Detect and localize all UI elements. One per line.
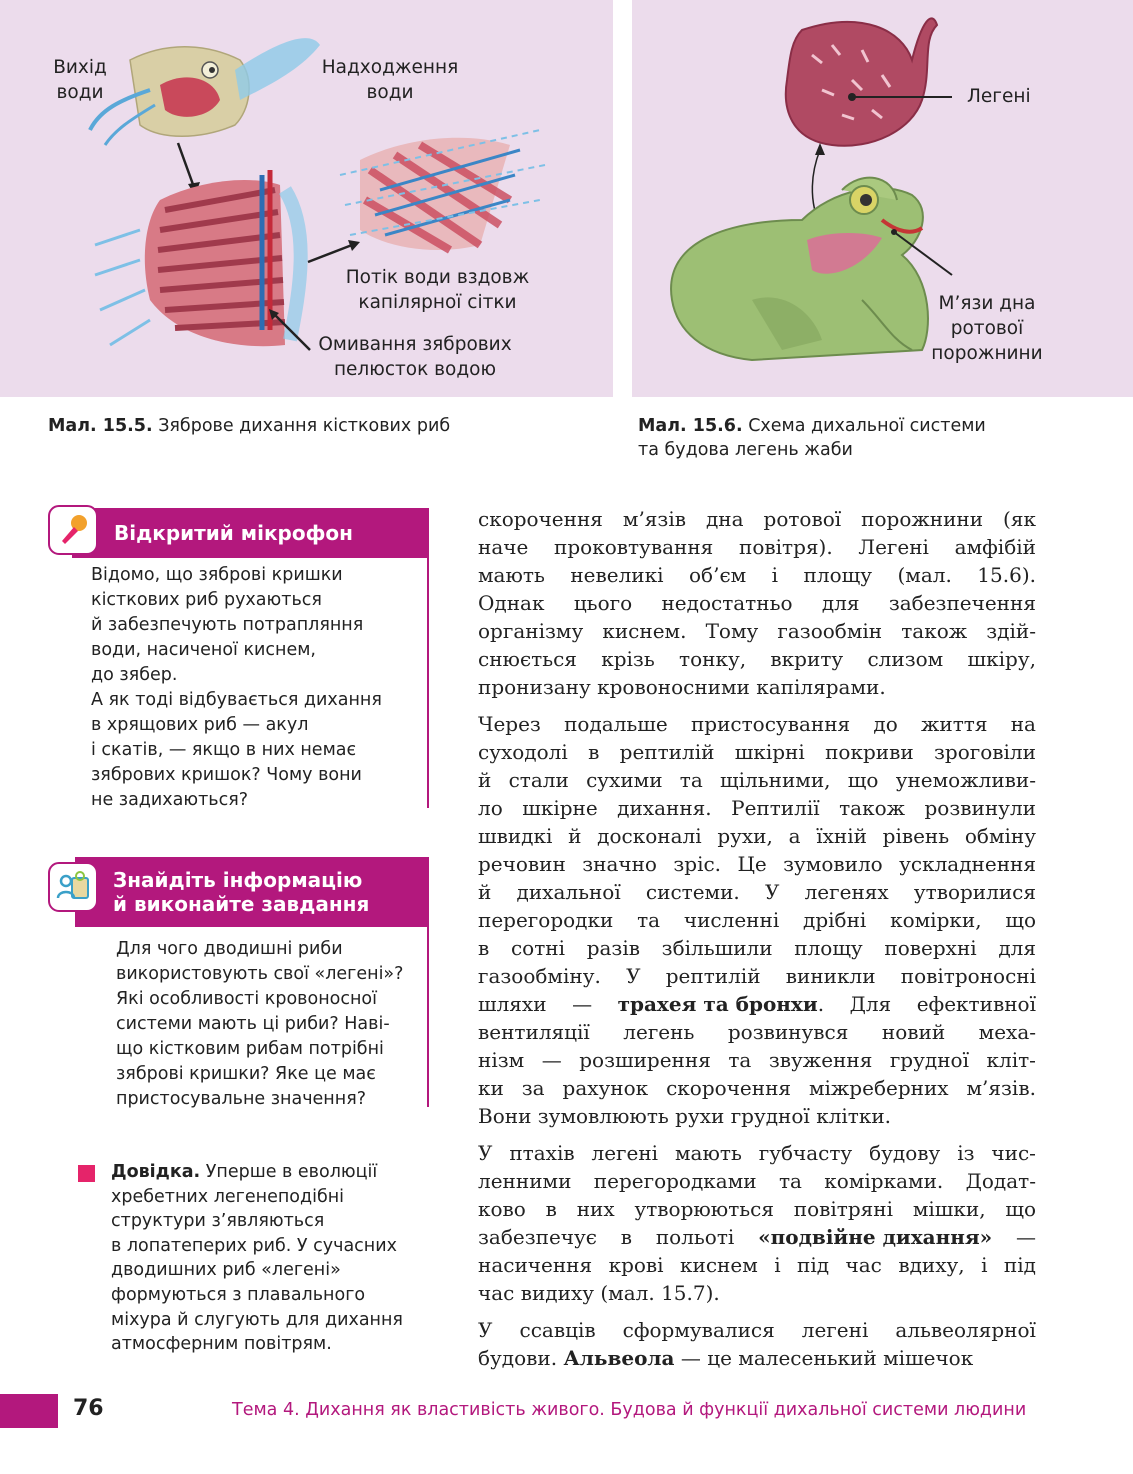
text-line: ленними перегородками та комірками. Додат- <box>478 1169 1036 1193</box>
text-line: не задихаються? <box>91 790 249 810</box>
paragraph <box>478 1139 1036 1307</box>
text-line: Через подальше пристосування до життя на <box>478 712 1036 736</box>
text-line: час видиху (мал. 15.7). <box>478 1281 720 1305</box>
text-line: нізм — розширення та звуження грудної кліт- <box>478 1048 1036 1072</box>
open-mic-text <box>91 563 382 813</box>
reference-marker <box>78 1165 95 1182</box>
text-line: суходолі в рептилій шкірні покриви зроговіли <box>478 740 1036 764</box>
caption-number: Мал. 15.5. <box>48 416 153 436</box>
text-line: структури з’являються <box>111 1211 325 1232</box>
text-line: й стали сухими та щільними, що унеможливи- <box>478 768 1036 792</box>
fish-head-icon <box>90 38 320 145</box>
text-line: забезпечує в польоті «подвійне дихання» — <box>478 1225 1036 1249</box>
text-line: ки за рахунок скорочення міжреберних м’язів. <box>478 1076 1036 1100</box>
text-line: дводишних риб «легені» <box>111 1260 341 1281</box>
text-line: Відомо, що зяброві кришки <box>91 565 343 585</box>
text-line: і скатів, — якщо в них немає <box>91 740 357 760</box>
find-info-title-line1: Знайдіть інформацію <box>113 868 363 892</box>
page-number: 76 <box>73 1396 104 1421</box>
paragraph <box>478 505 1036 701</box>
text-line: атмосферним повітрям. <box>111 1334 332 1355</box>
text-line: ково в них утворюються повітряні мішки, що <box>478 1197 1036 1221</box>
capillary-mesh-icon <box>340 130 545 250</box>
text-line: будови. Альвеола — це малесенький мішечок <box>478 1346 974 1370</box>
text-line: формуються з плавального <box>111 1284 366 1305</box>
frog-icon <box>671 178 928 360</box>
text-line: зябрових кришок? Чому вони <box>91 765 362 785</box>
text-line: мають невеликі об’єм і площу (мал. 15.6). <box>478 563 1036 587</box>
paragraph <box>478 710 1036 1130</box>
find-info-text <box>116 937 403 1112</box>
caption-text: Схема дихальної системи <box>748 416 986 436</box>
text-line: використовують свої «легені»? <box>116 964 404 984</box>
text-line: в лопатеперих риб. У сучасних <box>111 1235 397 1256</box>
gill-filaments-icon <box>95 170 301 346</box>
text-line: до зябер. <box>91 665 178 685</box>
caption-number: Мал. 15.6. <box>638 416 743 436</box>
reference-label: Довідка. <box>111 1162 201 1182</box>
find-info-title-line2: й виконайте завдання <box>113 892 370 916</box>
frog-respiratory-illustration <box>632 0 1133 397</box>
text-line: й дихальної системи. У легенях утворилися <box>478 880 1036 904</box>
microphone-icon <box>48 505 98 555</box>
text-line: наче проковтування повітря). Легені амфібій <box>478 535 1036 559</box>
label-water-in: Надходження води <box>321 57 459 103</box>
text-line: речовин значно зріс. Це зумовило ускладнення <box>478 852 1036 876</box>
caption-figure-15-5 <box>48 414 450 438</box>
text-line: в хрящових риб — акул <box>91 715 309 735</box>
text-line: У ссавців сформувалися легені альвеолярної <box>478 1318 1036 1342</box>
text-line: організму киснем. Тому газообмін також здій- <box>478 619 1036 643</box>
text-line: насичення крові киснем і під час вдиху, і під <box>478 1253 1036 1277</box>
lung-icon <box>786 18 952 145</box>
find-info-header <box>75 857 429 927</box>
main-text-column <box>478 505 1036 1381</box>
reference-text <box>111 1160 403 1357</box>
text-line: хребетних легенеподібні <box>111 1186 345 1207</box>
paragraph <box>478 1316 1036 1372</box>
text-line: міхура й слугують для дихання <box>111 1309 403 1330</box>
label-mouth-floor-muscles: М’язи дна ротової порожнини <box>931 293 1043 364</box>
text-line: шляхи — трахея та бронхи. Для ефективної <box>478 992 1036 1016</box>
label-lungs: Легені <box>967 86 1031 107</box>
text-line: що кістковим рибам потрібні <box>116 1039 384 1059</box>
text-line: скорочення м’язів дна ротової порожнини (як <box>478 507 1036 531</box>
figure-gill-breathing <box>0 0 613 397</box>
label-water-out: Вихід води <box>53 57 107 103</box>
label-gill-washing: Омивання зябрових пелюсток водою <box>318 334 512 380</box>
caption-text-line2: та будова легень жаби <box>638 440 853 460</box>
text-line: пристосувальне значення? <box>116 1089 367 1109</box>
text-line: газообміну. У рептилій виникли повітроносні <box>478 964 1036 988</box>
text-line: А як тоді відбувається дихання <box>91 690 382 710</box>
text-line: снюється крізь тонку, вкриту слизом шкіру, <box>478 647 1036 671</box>
text-line: У птахів легені мають губчасту будову із чис- <box>478 1141 1036 1165</box>
open-mic-header <box>72 508 429 558</box>
text-line: системи мають ці риби? Наві- <box>116 1014 390 1034</box>
open-mic-border <box>427 558 429 808</box>
caption-text: Зяброве дихання кісткових риб <box>158 416 451 436</box>
text-line: ло шкірне дихання. Рептилії також розвинули <box>478 796 1036 820</box>
text-line: Для чого дводишні риби <box>116 939 343 959</box>
text-line: в сотні разів збільшили площу поверхні для <box>478 936 1036 960</box>
open-mic-title: Відкритий мікрофон <box>114 521 353 545</box>
text-line: пронизану кровоносними капілярами. <box>478 675 886 699</box>
text-line: швидкі й досконалі рухи, а їхній рівень обміну <box>478 824 1036 848</box>
text-line: Які особливості кровоносної <box>116 989 377 1009</box>
text-line: перегородки та численні дрібні комірки, що <box>478 908 1036 932</box>
label-water-flow: Потік води вздовж капілярної сітки <box>345 267 530 313</box>
running-title: Тема 4. Дихання як властивість живого. Будова й функції дихальної системи людини <box>232 1400 1027 1420</box>
figure-frog-respiratory <box>632 0 1133 397</box>
text-line: кісткових риб рухаються <box>91 590 322 610</box>
text-line: Вони зумовлюють рухи грудної клітки. <box>478 1104 892 1128</box>
text-line: Однак цього недостатньо для забезпечення <box>478 591 1036 615</box>
find-info-border <box>427 927 429 1107</box>
text-line: й забезпечують потрапляння <box>91 615 364 635</box>
text-line: вентиляції легень розвинувся новий меха- <box>478 1020 1036 1044</box>
text-line: Уперше в еволюції <box>200 1162 378 1182</box>
people-document-icon <box>48 862 98 912</box>
text-line: зяброві кришки? Яке це має <box>116 1064 376 1084</box>
caption-figure-15-6 <box>638 414 986 462</box>
text-line: води, насиченої киснем, <box>91 640 316 660</box>
footer-accent-bar <box>0 1394 58 1428</box>
